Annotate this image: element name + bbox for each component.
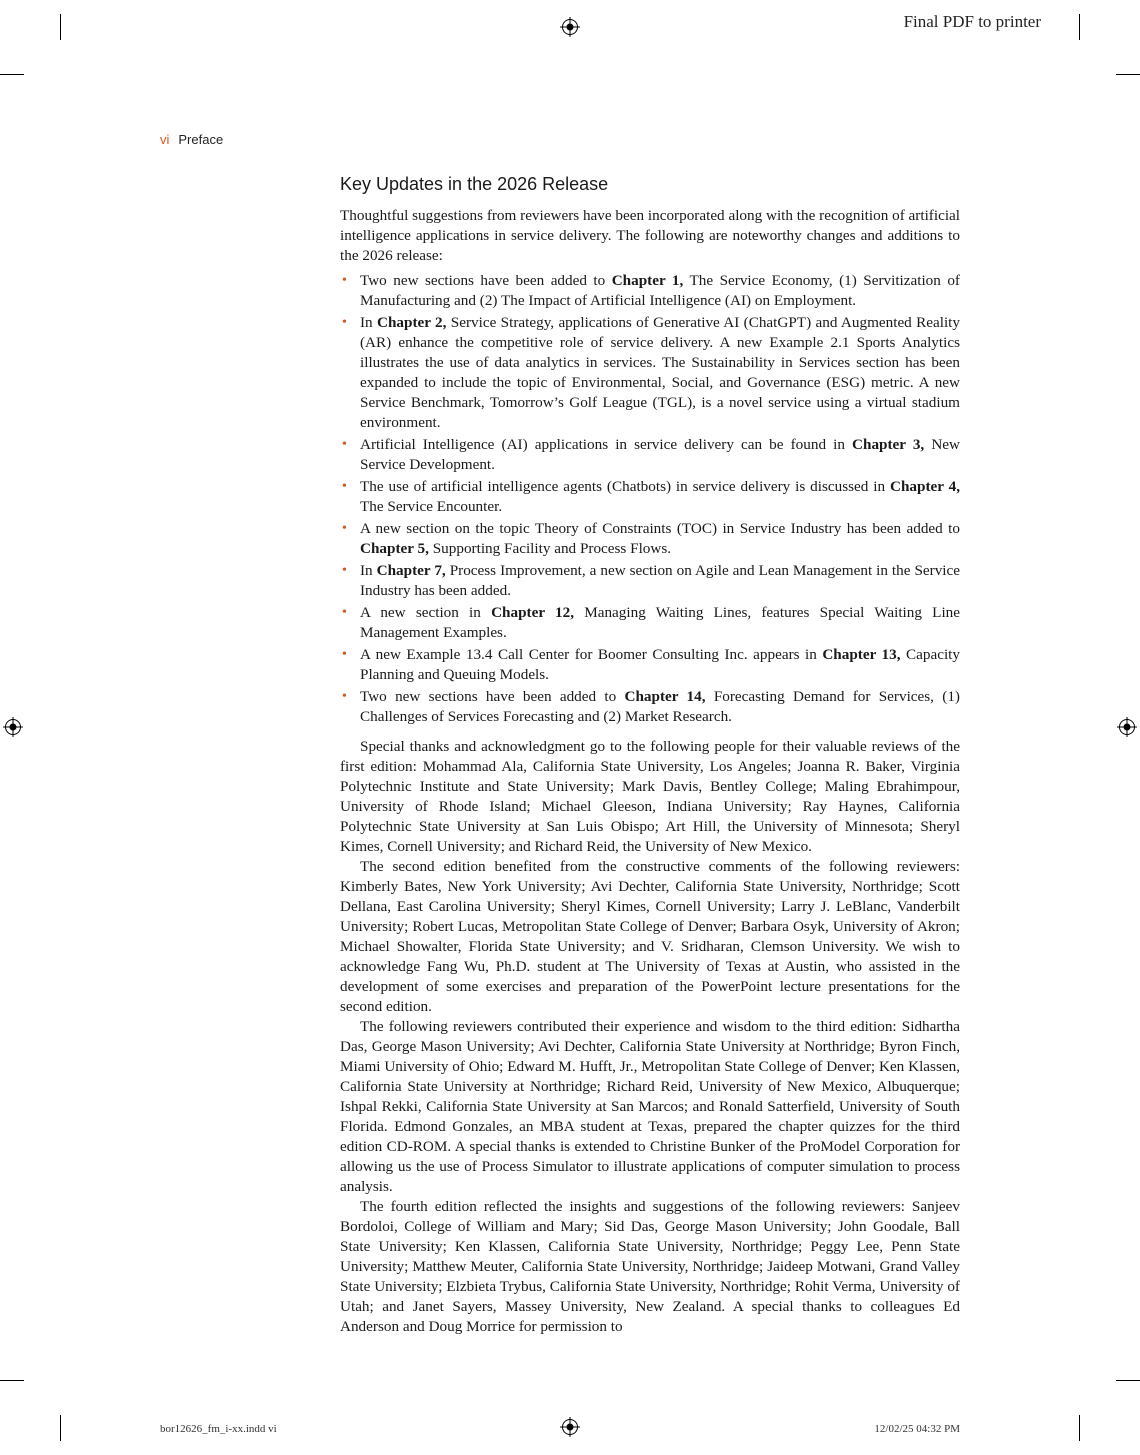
chapter-reference: Chapter 12, xyxy=(491,604,574,621)
bullet-icon: • xyxy=(342,273,347,288)
update-text-pre: The use of artificial intelligence agents (Chatbots) in service delivery is discussed in xyxy=(360,478,890,495)
chapter-reference: Chapter 7, xyxy=(376,562,446,579)
update-text-pre: In xyxy=(360,562,377,579)
update-text-pre: A new section on the topic Theory of Constraints (TOC) in Service Industry has been added to xyxy=(360,520,960,537)
main-content xyxy=(340,172,960,1337)
slug-timestamp: 12/02/25 04:32 PM xyxy=(874,1423,960,1435)
update-text-post: Capacity Planning and Queuing Models. xyxy=(360,646,960,683)
chapter-reference: Chapter 13, xyxy=(822,646,901,663)
update-text-pre: In xyxy=(360,314,377,331)
update-text-pre: A new Example 13.4 Call Center for Boomer Consulting Inc. appears in xyxy=(360,646,823,663)
printer-note: Final PDF to printer xyxy=(903,12,1041,31)
chapter-reference: Chapter 14, xyxy=(624,688,706,705)
update-text-post: The Service Economy, (1) Servitization of Manufacturing and (2) The Impact of Artificial Intelligence (AI) on Employment. xyxy=(360,272,960,309)
acknowledgment-paragraph: Special thanks and acknowledgment go to the following people for their valuable reviews of the first edition: Mohammad Ala, California State University, Los Angeles; Joanna R. Baker, Virginia Polytechnic Institute and State University; Mark Davis, Bentley College; Maling Ebrahimpour, University of Rhode Island; Michael Gleeson, Indiana University; Ray Haynes, California Polytechnic State University at San Luis Obispo; Art Hill, the University of Minnesota; Sheryl Kimes, Cornell University; and Richard Reid, the University of New Mexico. xyxy=(340,738,960,855)
chapter-reference: Chapter 2, xyxy=(377,314,447,331)
running-head-section: Preface xyxy=(178,132,224,147)
slug-file: bor12626_fm_i-xx.indd vi xyxy=(160,1423,277,1435)
acknowledgments xyxy=(340,737,960,1337)
bullet-icon: • xyxy=(342,479,347,494)
bullet-icon: • xyxy=(342,521,347,536)
crop-mark xyxy=(0,1380,24,1381)
update-item xyxy=(340,477,960,517)
bullet-icon: • xyxy=(342,647,347,662)
update-item xyxy=(340,435,960,475)
crop-mark xyxy=(1116,74,1140,75)
update-text-post: New Service Development. xyxy=(360,436,960,473)
update-text-pre: Two new sections have been added to xyxy=(360,688,625,705)
chapter-reference: Chapter 1, xyxy=(611,272,684,289)
section-title: Key Updates in the 2026 Release xyxy=(340,174,609,194)
registration-mark-icon xyxy=(560,1417,580,1437)
crop-mark xyxy=(1079,14,1080,40)
update-text-post: Forecasting Demand for Services, (1) Challenges of Services Forecasting and (2) Market Research. xyxy=(360,688,960,725)
page-number: vi xyxy=(160,132,170,147)
running-head xyxy=(160,132,223,147)
update-item xyxy=(340,313,960,433)
chapter-reference: Chapter 3, xyxy=(852,436,925,453)
update-item xyxy=(340,561,960,601)
crop-mark xyxy=(1116,1380,1140,1381)
updates-list xyxy=(340,271,960,727)
update-text-pre: Artificial Intelligence (AI) applications in service delivery can be found in xyxy=(360,436,853,453)
bullet-icon: • xyxy=(342,315,347,330)
bullet-icon: • xyxy=(342,605,347,620)
update-item xyxy=(340,271,960,311)
update-text-pre: Two new sections have been added to xyxy=(360,272,612,289)
section-intro: Thoughtful suggestions from reviewers have been incorporated along with the recognition of artificial intelligence applications in service delivery. The following are noteworthy changes and additions to the 2026 release: xyxy=(340,207,960,264)
update-item xyxy=(340,687,960,727)
acknowledgment-paragraph: The fourth edition reflected the insights and suggestions of the following reviewers: Sanjeev Bordoloi, College of William and Mary; Sid Das, George Mason University; John Goodale, Ball State University; Ken Klassen, California State University, Northridge; Peggy Lee, Penn State University; Matthew Meuter, California State University, Northridge; Jaideep Motwani, Grand Valley State University; Elzbieta Trybus, California State University, Northridge; Rohit Verma, University of Utah; and Janet Sayers, Massey University, New Zealand. A special thanks to colleagues Ed Anderson and Doug Morrice for permission to xyxy=(340,1198,960,1335)
acknowledgment-paragraph: The second edition benefited from the constructive comments of the following reviewers: Kimberly Bates, New York University; Avi Dechter, California State University, Northridge; Scott Dellana, East Carolina University; Sheryl Kimes, Cornell University; Larry J. LeBlanc, Vanderbilt University; Robert Lucas, Metropolitan State College of Denver; Barbara Osyk, University of Akron; Michael Showalter, Florida State University; and V. Sridharan, Clemson University. We wish to acknowledge Fang Wu, Ph.D. student at The University of Texas at Austin, who assisted in the development of some exercises and preparation of the PowerPoint lecture presentations for the second edition. xyxy=(340,858,960,1015)
update-item xyxy=(340,603,960,643)
registration-mark-icon xyxy=(3,717,23,737)
acknowledgment-paragraph: The following reviewers contributed their experience and wisdom to the third edition: Sidhartha Das, George Mason University; Avi Dechter, California State University at Northridge; Byron Finch, Miami University of Ohio; Edward M. Hufft, Jr., Metropolitan State College of Denver; Ken Klassen, California State University at Northridge; Richard Reid, University of New Mexico, Albuquerque; Ishpal Rekki, California State University at San Marcos; and Ronald Satterfield, University of South Florida. Edmond Gonzales, an MBA student at Texas, prepared the chapter quizzes for the third edition CD-ROM. A special thanks is extended to Christine Bunker of the ProModel Corporation for allowing us the use of Process Simulator to illustrate applications of computer simulation to process analysis. xyxy=(340,1018,960,1195)
chapter-reference: Chapter 5, xyxy=(360,540,429,557)
update-text-post: The Service Encounter. xyxy=(360,498,503,515)
crop-mark xyxy=(60,1415,61,1441)
update-item xyxy=(340,645,960,685)
bullet-icon: • xyxy=(342,437,347,452)
update-text-post: Service Strategy, applications of Generative AI (ChatGPT) and Augmented Reality (AR) enhance the competitive role of service delivery. A new Example 2.1 Sports Analytics illustrates the use of data analytics in services. The Sustainability in Services section has been expanded to include the topic of Environmental, Social, and Governance (ESG) metric. A new Service Benchmark, Tomorrow’s Golf League (TGL), is a novel service using a virtual stadium environment. xyxy=(360,314,960,431)
crop-mark xyxy=(60,14,61,40)
update-text-post: Managing Waiting Lines, features Special Waiting Line Management Examples. xyxy=(360,604,960,641)
registration-mark-icon xyxy=(1117,717,1137,737)
registration-mark-icon xyxy=(560,17,580,37)
chapter-reference: Chapter 4, xyxy=(890,478,960,495)
bullet-icon: • xyxy=(342,563,347,578)
update-text-post: Supporting Facility and Process Flows. xyxy=(428,540,672,557)
update-text-post: Process Improvement, a new section on Agile and Lean Management in the Service Industry has been added. xyxy=(360,562,960,599)
crop-mark xyxy=(1079,1415,1080,1441)
crop-mark xyxy=(0,74,24,75)
update-text-pre: A new section in xyxy=(360,604,492,621)
update-item xyxy=(340,519,960,559)
bullet-icon: • xyxy=(342,689,347,704)
